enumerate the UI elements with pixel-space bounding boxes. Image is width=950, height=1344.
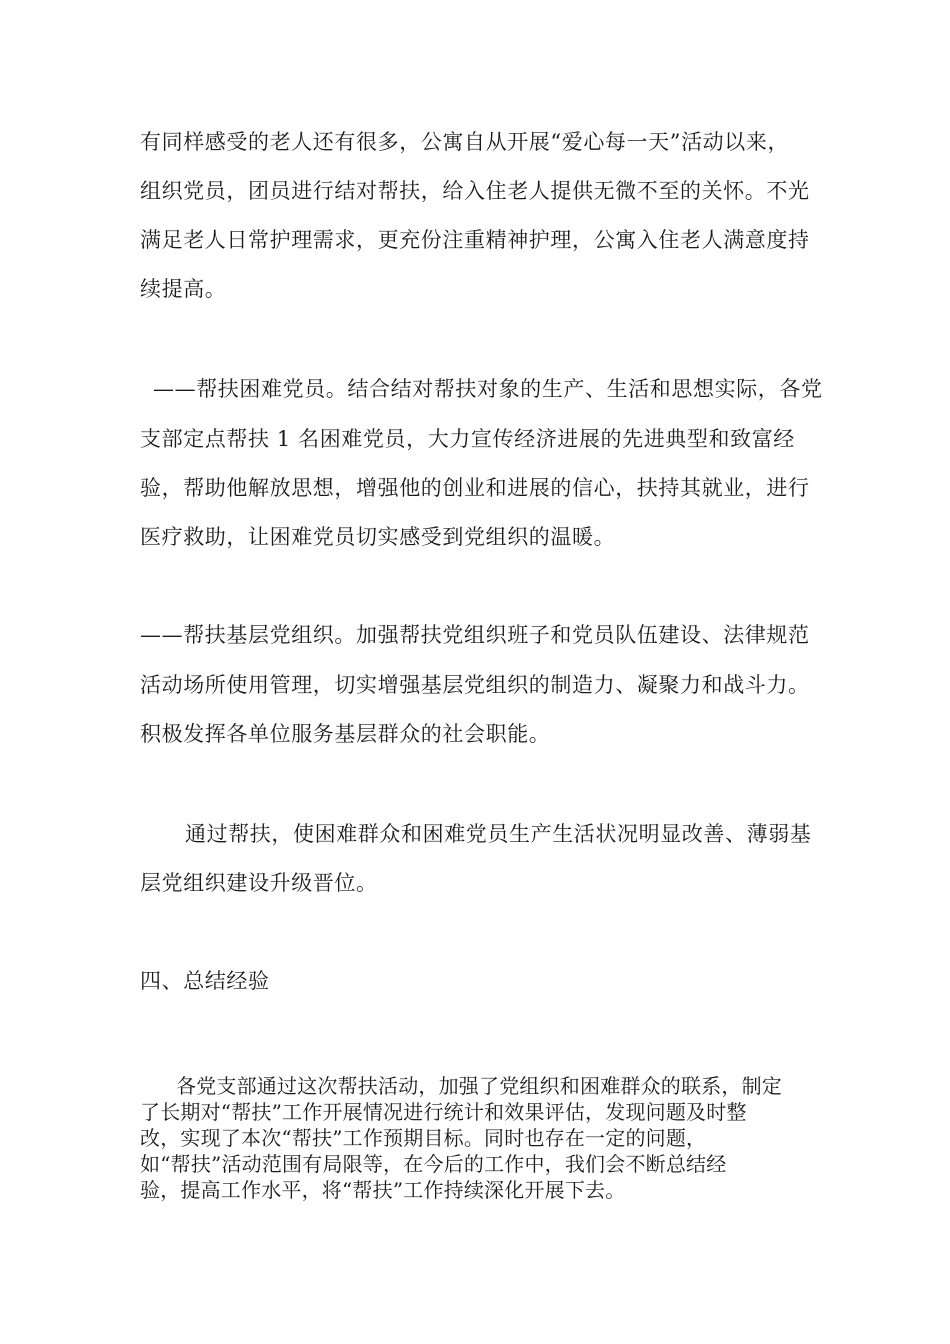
- paragraph-3-line-1: ——帮扶基层党组织。加强帮扶党组织班子和党员队伍建设、法律规范: [140, 623, 810, 647]
- paragraph-1-line-1: 有同样感受的老人还有很多，公寓自从开展“爱心每一天”活动以来，: [140, 130, 790, 154]
- paragraph-5-line-3: 改，实现了本次“帮扶”工作预期目标。同时也存在一定的问题，: [140, 1126, 707, 1150]
- paragraph-4-line-1: 通过帮扶，使困难群众和困难党员生产生活状况明显改善、薄弱基: [185, 822, 812, 846]
- paragraph-3-line-3: 积极发挥各单位服务基层群众的社会职能。: [140, 722, 551, 746]
- paragraph-1-line-4: 续提高。: [140, 277, 227, 301]
- section-heading: 四、总结经验: [140, 969, 270, 993]
- paragraph-1-line-3: 满足老人日常护理需求，更充份注重精神护理，公寓入住老人满意度持: [140, 228, 810, 252]
- paragraph-2-line-3: 验，帮助他解放思想，增强他的创业和进展的信心，扶持其就业，进行: [140, 476, 810, 500]
- paragraph-5-line-4: 如“帮扶”活动范围有局限等，在今后的工作中，我们会不断总结经: [140, 1152, 727, 1176]
- paragraph-2-line-1: ——帮扶困难党员。结合结对帮扶对象的生产、生活和思想实际，各党: [153, 377, 823, 401]
- paragraph-3-line-2: 活动场所使用管理，切实增强基层党组织的制造力、凝聚力和战斗力。: [140, 673, 810, 697]
- paragraph-5-line-2: 了长期对“帮扶”工作开展情况进行统计和效果评估，发现问题及时整: [140, 1100, 747, 1124]
- paragraph-2-line-2: 支部定点帮扶 1 名困难党员，大力宣传经济进展的先进典型和致富经: [140, 427, 795, 451]
- paragraph-5-line-5: 验，提高工作水平，将“帮扶”工作持续深化开展下去。: [140, 1178, 626, 1202]
- paragraph-1-line-2: 组织党员，团员进行结对帮扶，给入住老人提供无微不至的关怀。不光: [140, 179, 810, 203]
- paragraph-4-line-2: 层党组织建设升级晋位。: [140, 871, 378, 895]
- paragraph-5-line-1: 各党支部通过这次帮扶活动，加强了党组织和困难群众的联系，制定: [176, 1074, 782, 1098]
- paragraph-2-line-4: 医疗救助，让困难党员切实感受到党组织的温暖。: [140, 525, 616, 549]
